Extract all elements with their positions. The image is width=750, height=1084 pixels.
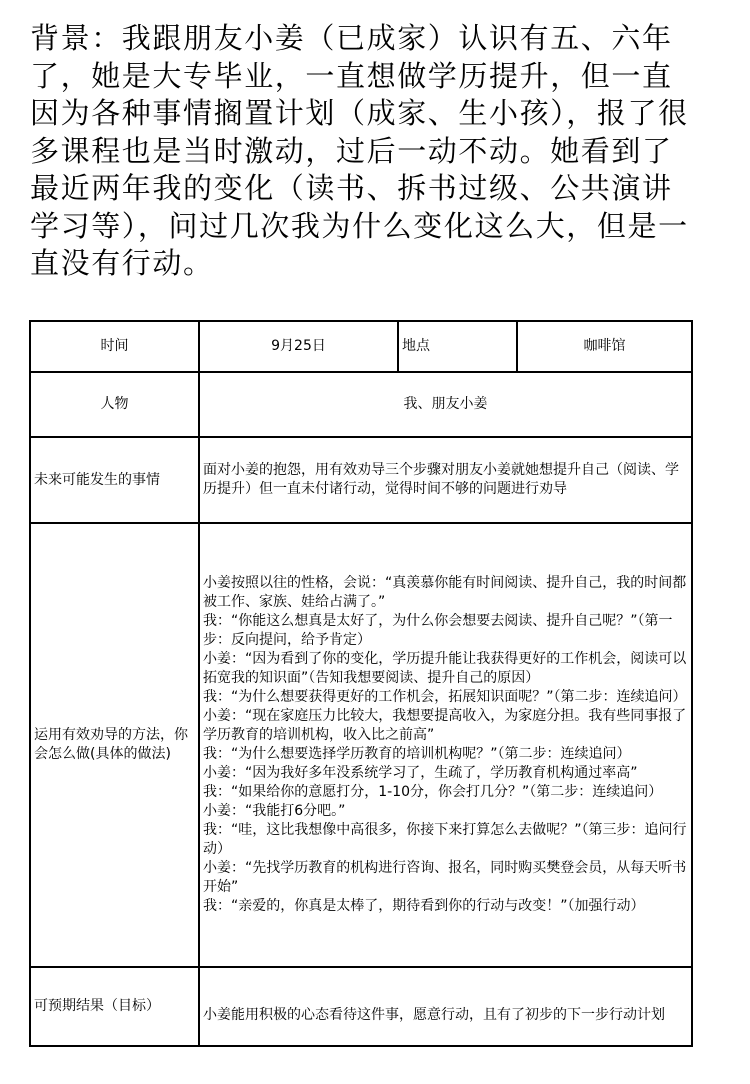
method-dialogue: 小姜按照以往的性格，会说：“真羡慕你能有时间阅读、提升自己，我的时间都被工作、家族、娃给占满了。” 我：“你能这么想真是太好了，为什么你会想要去阅读、提升自己呢？”（第一步：反向提问，给予肯定） 小姜：“因为看到了你的变化，学历提升能让我获得更好的工作机会，阅读可以拓宽我的知识面”（告知我想要阅读、提升自己的原因） 我：“为什么想要获得更好的工作机会，拓展知识面呢？”（第二步：连续追问） 小姜：“现在家庭压力比较大，我想要提高收入，为家庭分担。我有些同事报了学历教育的培训机构，收入比之前高” 我：“为什么想要选择学历教育的培训机构呢？”（第二步：连续追问） 小姜：“因为我好多年没系统学习了，生疏了，学历教育机构通过率高” 我：“如果给你的意愿打分，1-10分，你会打几分？”（第二步：连续追问） 小姜：“我能打6分吧。” 我：“哇，这比我想像中高很多，你接下来打算怎么去做呢？”（第三步：追问行动） 小姜：“先找学历教育的机构进行咨询、报名，同时购买樊登会员，从每天听书开始” 我：“亲爱的，你真是太棒了，期待看到你的行动与改变！”（加强行动） bbox=[199, 523, 692, 967]
background-paragraph: 背景：我跟朋友小姜（已成家）认识有五、六年了，她是大专毕业，一直想做学历提升，但一直因为各种事情搁置计划（成家、生小孩），报了很多课程也是当时激动，过后一动不动。她看到了最近两年我的变化（读书、拆书过级、公共演讲学习等），问过几次我为什么变化这么大，但是一直没有行动。 bbox=[30, 21, 689, 280]
result-label: 可预期结果（目标） bbox=[30, 967, 199, 1046]
place-label: 地点 bbox=[398, 321, 517, 372]
time-label: 时间 bbox=[30, 321, 199, 372]
method-label: 运用有效劝导的方法，你会怎么做(具体的做法) bbox=[30, 523, 199, 967]
event-value: 面对小姜的抱怨，用有效劝导三个步骤对朋友小姜就她想提升自己（阅读、学历提升）但一直未付诸行动，觉得时间不够的问题进行劝导 bbox=[199, 437, 692, 523]
people-label: 人物 bbox=[30, 372, 199, 437]
table-row-method bbox=[30, 523, 692, 967]
event-label: 未来可能发生的事情 bbox=[30, 437, 199, 523]
table-row-result bbox=[30, 967, 692, 1046]
place-value: 咖啡馆 bbox=[517, 321, 692, 372]
time-value: 9月25日 bbox=[199, 321, 398, 372]
result-value: 小姜能用积极的心态看待这件事，愿意行动，且有了初步的下一步行动计划 bbox=[199, 967, 692, 1046]
table-row-time-place bbox=[30, 321, 692, 372]
people-value: 我、朋友小姜 bbox=[199, 372, 692, 437]
persuasion-plan-table bbox=[29, 320, 693, 1047]
table-row-people bbox=[30, 372, 692, 437]
table-row-event bbox=[30, 437, 692, 523]
